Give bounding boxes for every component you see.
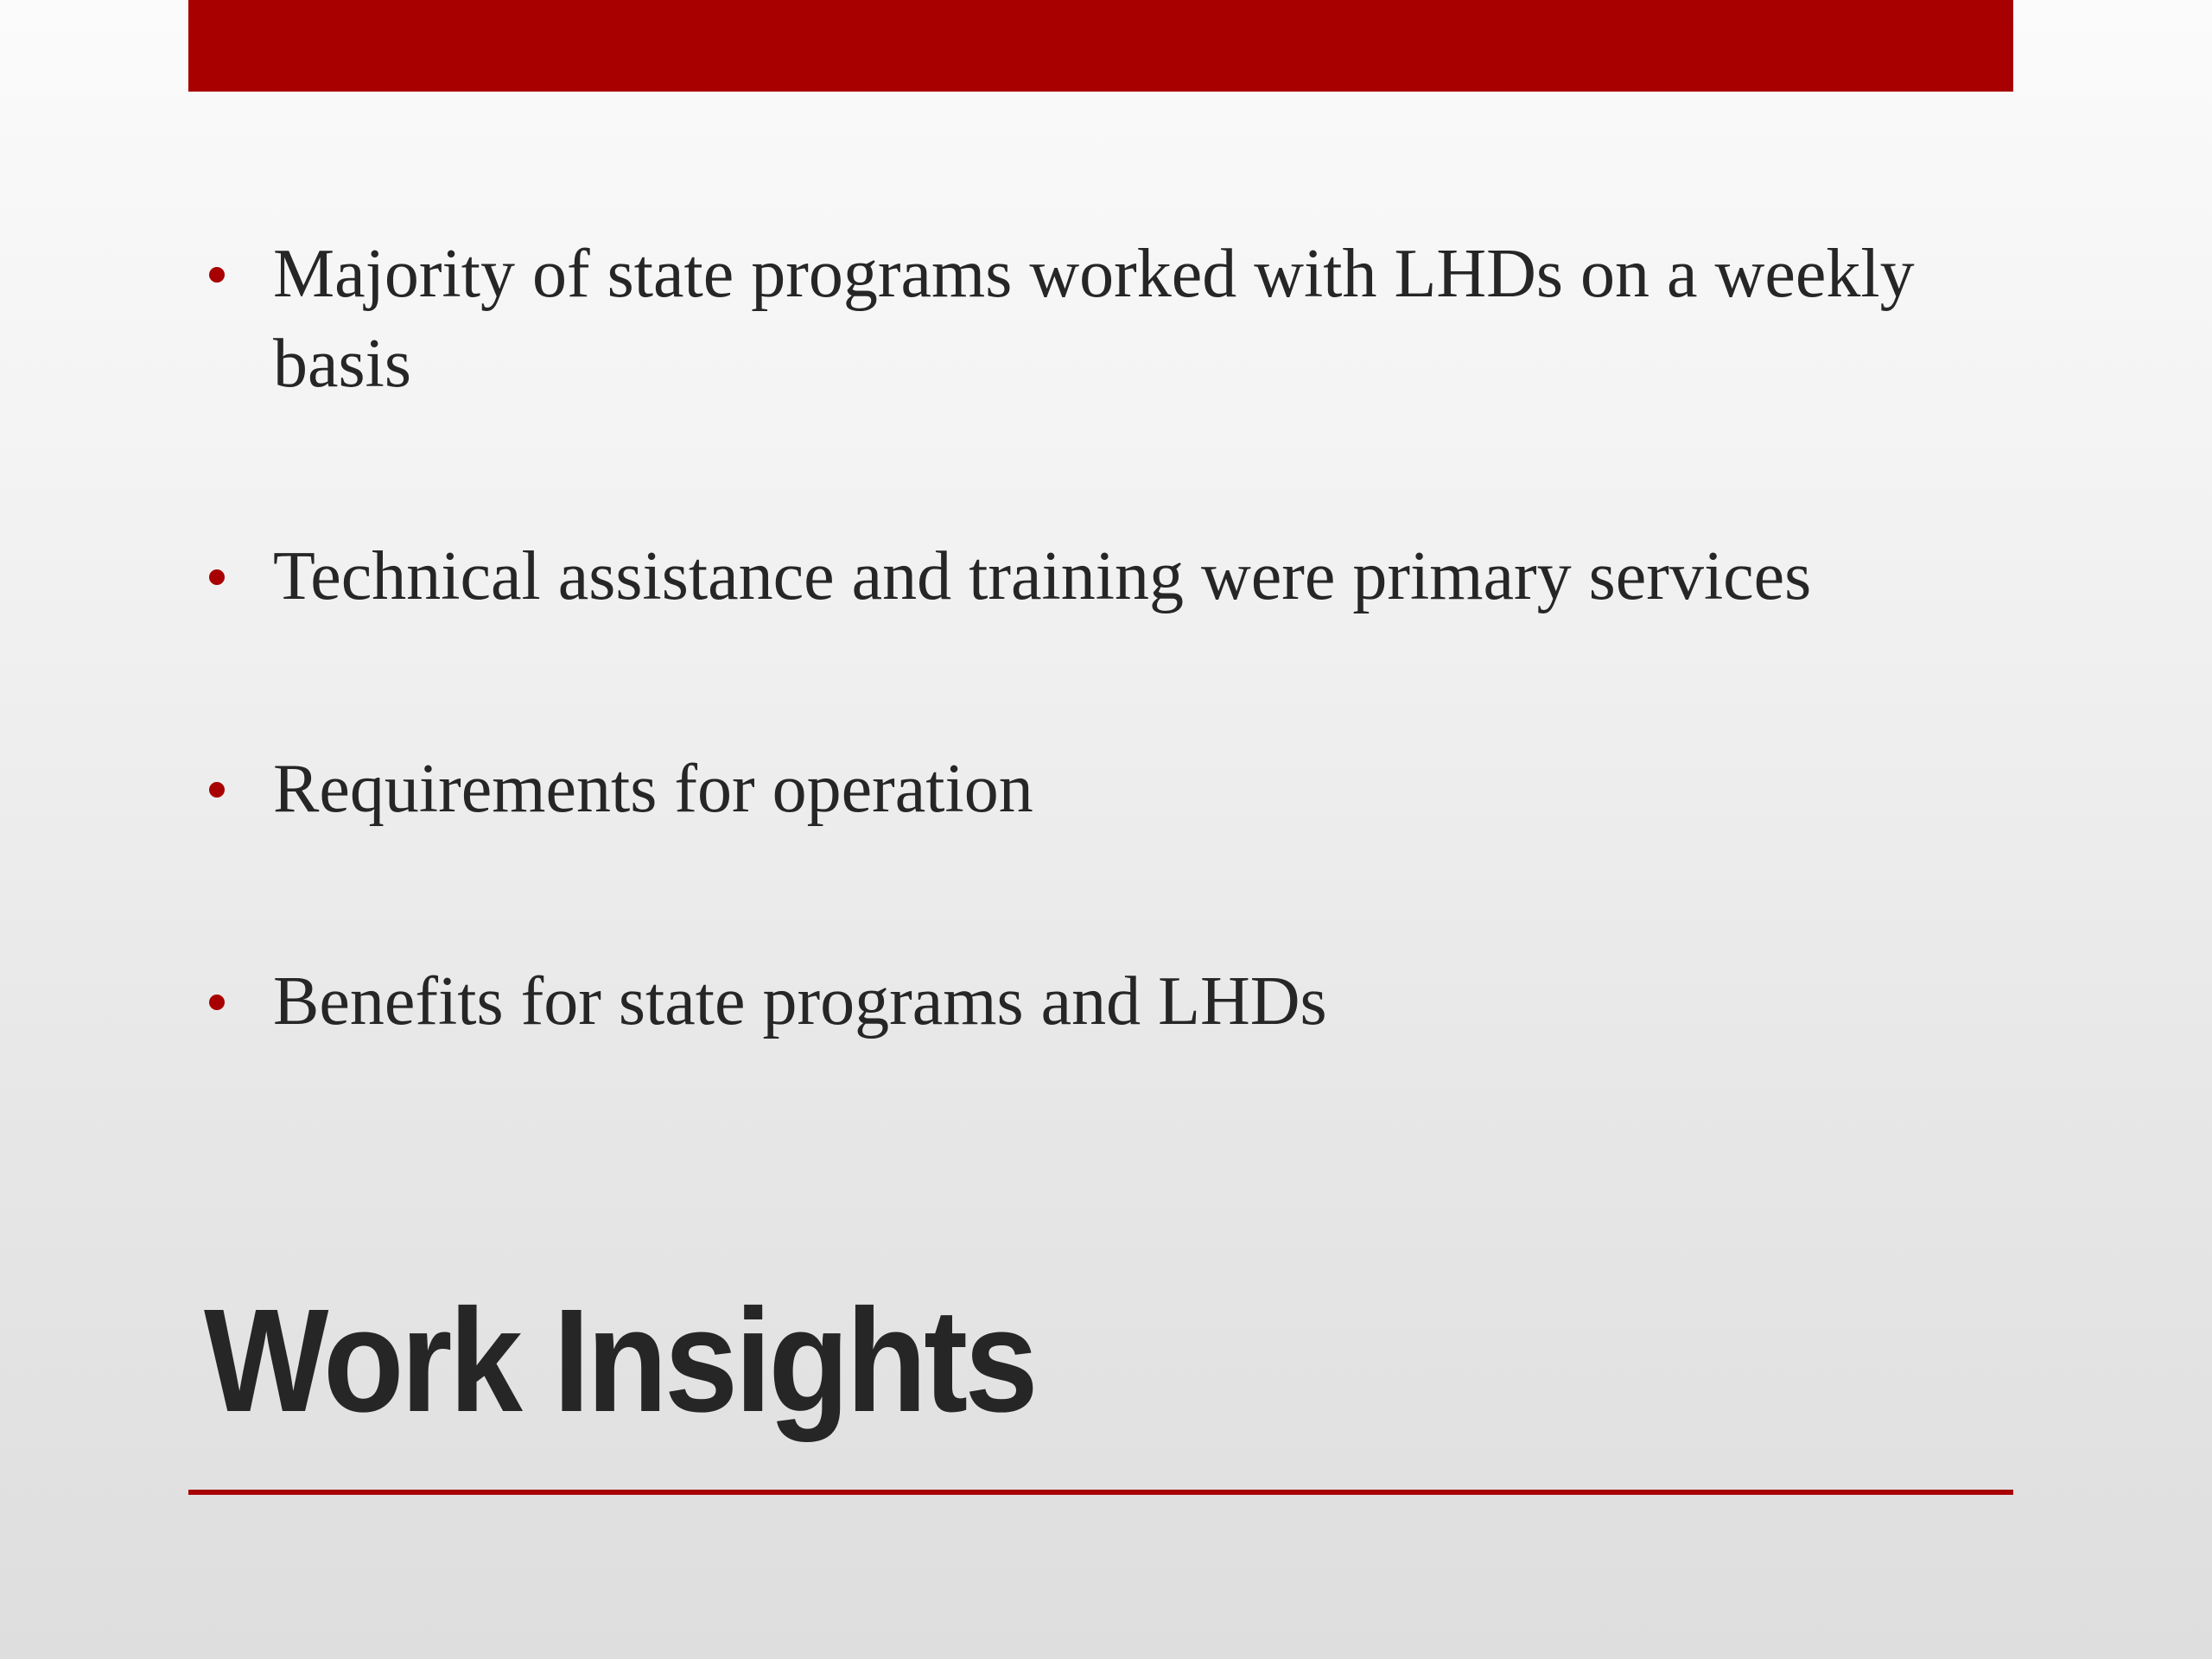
bullet-dot-icon [209, 782, 225, 798]
title-underline-rule [188, 1490, 2013, 1495]
bullet-item [200, 744, 2015, 834]
top-accent-bar [188, 0, 2013, 92]
bullet-dot-icon [209, 267, 225, 283]
bullet-list [200, 229, 2015, 1046]
bullet-item [200, 957, 2015, 1046]
bullet-dot-icon [209, 569, 225, 585]
bullet-item [200, 229, 2015, 409]
bullet-text: Technical assistance and training were primary services [273, 538, 1812, 614]
bullet-text: Benefits for state programs and LHDs [273, 963, 1327, 1039]
bullet-item [200, 531, 2015, 621]
bullet-dot-icon [209, 995, 225, 1010]
bullet-text: Majority of state programs worked with LHDs on a weekly basis [273, 236, 1915, 402]
slide-title: Work Insights [204, 1279, 1035, 1443]
bullet-text: Requirements for operation [273, 751, 1033, 827]
